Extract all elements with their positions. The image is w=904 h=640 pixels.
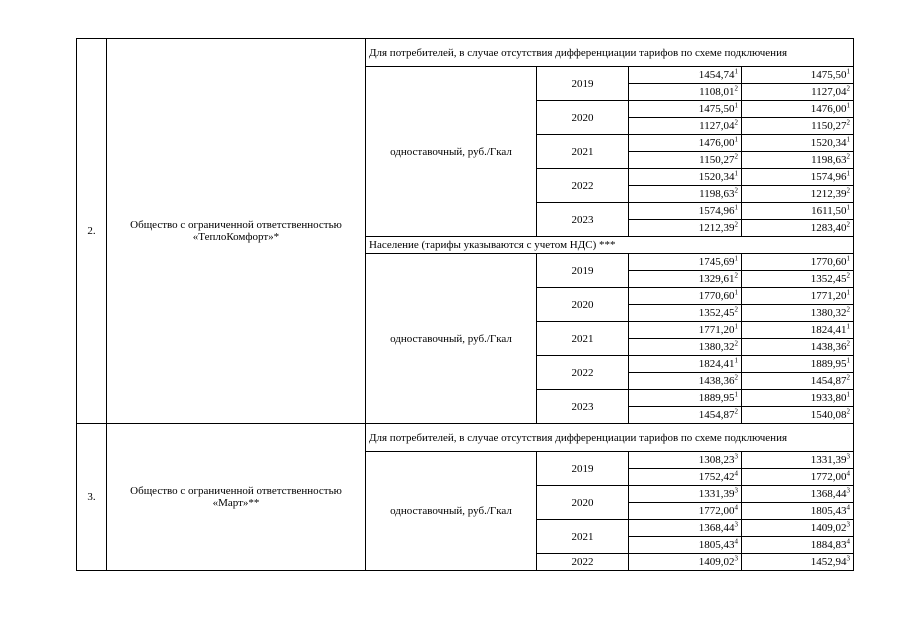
tariff-type: одноставочный, руб./Гкал	[366, 452, 537, 571]
tariff-value: 1283,40	[810, 222, 847, 234]
footnote-marker: 2	[846, 271, 851, 280]
tariff-value-cell	[629, 469, 742, 486]
tariff-value: 1454,87	[698, 409, 735, 421]
tariff-value-cell	[742, 537, 854, 554]
footnote-marker: 4	[846, 537, 851, 546]
tariff-value: 1475,50	[698, 103, 735, 115]
footnote-marker: 3	[734, 452, 738, 461]
footnote-marker: 2	[734, 84, 738, 93]
tariff-value: 1889,95	[698, 392, 735, 404]
tariff-value-cell	[629, 407, 742, 424]
tariff-value: 1454,74	[698, 69, 735, 81]
footnote-marker: 1	[734, 67, 738, 76]
footnote-marker: 1	[734, 356, 738, 365]
tariff-value-cell	[629, 67, 742, 84]
tariff-value: 1476,00	[810, 103, 847, 115]
footnote-marker: 1	[846, 322, 851, 331]
footnote-marker: 3	[734, 520, 738, 529]
footnote-marker: 2	[734, 118, 738, 127]
tariff-value: 1352,45	[810, 273, 847, 285]
footnote-marker: 1	[846, 356, 851, 365]
footnote-marker: 1	[734, 101, 738, 110]
tariff-value: 1308,23	[698, 454, 735, 466]
tariff-value-cell	[629, 503, 742, 520]
tariff-value: 1772,00	[810, 471, 847, 483]
tariff-value-cell	[742, 203, 854, 220]
consumer-condition: Для потребителей, в случае отсутствия дифференциации тарифов по схеме подключения	[366, 39, 854, 67]
year-cell: 2022	[537, 169, 629, 203]
tariff-value: 1476,00	[698, 137, 735, 149]
footnote-marker: 4	[734, 503, 738, 512]
year-cell: 2020	[537, 288, 629, 322]
tariff-value-cell	[629, 322, 742, 339]
organization-name: Общество с ограниченной ответственностью «ТеплоКомфорт»*	[107, 39, 366, 424]
tariff-value-cell	[742, 84, 854, 101]
footnote-marker: 2	[846, 118, 851, 127]
year-cell: 2023	[537, 390, 629, 424]
footnote-marker: 1	[734, 288, 738, 297]
tariff-value-cell	[629, 520, 742, 537]
footnote-marker: 2	[846, 220, 851, 229]
tariff-value: 1889,95	[810, 358, 847, 370]
tariff-value: 1212,39	[698, 222, 735, 234]
tariff-value-cell	[629, 152, 742, 169]
tariff-value-cell	[742, 118, 854, 135]
tariff-value-cell	[742, 390, 854, 407]
footnote-marker: 4	[734, 469, 738, 478]
tariff-value: 1127,04	[811, 86, 847, 98]
tariff-value: 1805,43	[698, 539, 735, 551]
section-number: 2.	[77, 39, 107, 424]
tariff-value: 1770,60	[698, 290, 735, 302]
tariff-value: 1454,87	[810, 375, 847, 387]
footnote-marker: 1	[846, 67, 851, 76]
tariff-value-cell	[742, 288, 854, 305]
tariff-value: 1611,50	[811, 205, 847, 217]
footnote-marker: 2	[734, 152, 738, 161]
tariff-value: 1198,63	[699, 188, 735, 200]
footnote-marker: 1	[846, 254, 851, 263]
tariff-value-cell	[742, 254, 854, 271]
tariff-value-cell	[742, 186, 854, 203]
tariff-value: 1380,32	[810, 307, 847, 319]
condition-row	[77, 424, 854, 452]
tariff-value-cell	[629, 101, 742, 118]
tariff-value: 1331,39	[698, 488, 735, 500]
footnote-marker: 1	[846, 169, 851, 178]
tariff-value: 1745,69	[698, 256, 735, 268]
tariff-value: 1824,41	[698, 358, 735, 370]
tariff-value-cell	[629, 288, 742, 305]
tariff-value: 1475,50	[810, 69, 847, 81]
tariff-value: 1752,42	[698, 471, 735, 483]
footnote-marker: 2	[734, 186, 738, 195]
year-cell: 2019	[537, 254, 629, 288]
year-cell: 2019	[537, 67, 629, 101]
tariff-value: 1198,63	[811, 154, 847, 166]
tariff-value: 1368,44	[698, 522, 735, 534]
tariff-value: 1574,96	[698, 205, 735, 217]
footnote-marker: 3	[846, 554, 851, 563]
tariff-value: 1212,39	[810, 188, 847, 200]
tariff-value: 1824,41	[810, 324, 847, 336]
tariff-value-cell	[742, 452, 854, 469]
tariff-value-cell	[629, 220, 742, 237]
footnote-marker: 2	[734, 407, 738, 416]
footnote-marker: 1	[846, 135, 851, 144]
tariff-value: 1150,27	[699, 154, 735, 166]
footnote-marker: 1	[846, 203, 851, 212]
tariff-value-cell	[742, 356, 854, 373]
tariff-table	[76, 38, 854, 571]
footnote-marker: 3	[734, 486, 738, 495]
tariff-value: 1540,08	[810, 409, 847, 421]
footnote-marker: 1	[734, 322, 738, 331]
year-cell: 2021	[537, 520, 629, 554]
tariff-value-cell	[742, 520, 854, 537]
tariff-value: 1127,04	[699, 120, 735, 132]
tariff-value-cell	[629, 254, 742, 271]
footnote-marker: 1	[734, 254, 738, 263]
footnote-marker: 2	[734, 339, 738, 348]
tariff-value-cell	[742, 271, 854, 288]
tariff-value-cell	[742, 322, 854, 339]
tariff-value-cell	[742, 135, 854, 152]
tariff-value: 1771,20	[698, 324, 735, 336]
tariff-value-cell	[742, 67, 854, 84]
footnote-marker: 2	[734, 271, 738, 280]
tariff-value: 1329,61	[698, 273, 735, 285]
tariff-value-cell	[742, 486, 854, 503]
year-cell: 2023	[537, 203, 629, 237]
footnote-marker: 2	[734, 373, 738, 382]
consumer-condition: Для потребителей, в случае отсутствия дифференциации тарифов по схеме подключения	[366, 424, 854, 452]
footnote-marker: 1	[846, 288, 851, 297]
organization-name: Общество с ограниченной ответственностью «Март»**	[107, 424, 366, 571]
tariff-type: одноставочный, руб./Гкал	[366, 67, 537, 237]
tariff-value: 1520,34	[698, 171, 735, 183]
year-cell: 2022	[537, 554, 629, 571]
footnote-marker: 1	[734, 203, 738, 212]
footnote-marker: 4	[734, 537, 738, 546]
footnote-marker: 2	[846, 339, 851, 348]
tariff-value: 1331,39	[810, 454, 847, 466]
tariff-value: 1771,20	[810, 290, 847, 302]
tariff-value-cell	[629, 203, 742, 220]
footnote-marker: 2	[846, 373, 851, 382]
tariff-value-cell	[742, 407, 854, 424]
footnote-marker: 1	[734, 390, 738, 399]
footnote-marker: 2	[846, 407, 851, 416]
tariff-value: 1352,45	[698, 307, 735, 319]
footnote-marker: 2	[846, 186, 851, 195]
tariff-value-cell	[629, 135, 742, 152]
footnote-marker: 2	[734, 220, 738, 229]
footnote-marker: 4	[846, 503, 851, 512]
tariff-value: 1772,00	[698, 505, 735, 517]
consumer-condition: Население (тарифы указываются с учетом НДС) ***	[366, 237, 854, 254]
condition-row	[77, 39, 854, 67]
tariff-value-cell	[629, 118, 742, 135]
tariff-value-cell	[742, 169, 854, 186]
tariff-value-cell	[629, 537, 742, 554]
tariff-value: 1452,94	[810, 556, 847, 568]
tariff-value: 1805,43	[810, 505, 847, 517]
footnote-marker: 2	[734, 305, 738, 314]
tariff-value: 1368,44	[810, 488, 847, 500]
tariff-value-cell	[629, 169, 742, 186]
tariff-value-cell	[629, 390, 742, 407]
tariff-value-cell	[742, 305, 854, 322]
tariff-value-cell	[742, 469, 854, 486]
section-number: 3.	[77, 424, 107, 571]
tariff-value: 1438,36	[698, 375, 735, 387]
tariff-table-body	[77, 39, 854, 571]
year-cell: 2020	[537, 101, 629, 135]
footnote-marker: 1	[734, 135, 738, 144]
year-cell: 2021	[537, 135, 629, 169]
footnote-marker: 1	[846, 390, 851, 399]
tariff-value: 1770,60	[810, 256, 847, 268]
tariff-value: 1380,32	[698, 341, 735, 353]
tariff-value: 1933,80	[810, 392, 847, 404]
footnote-marker: 2	[846, 305, 851, 314]
footnote-marker: 2	[846, 152, 851, 161]
footnote-marker: 3	[846, 452, 851, 461]
tariff-value: 1150,27	[811, 120, 847, 132]
tariff-value-cell	[629, 554, 742, 571]
tariff-value-cell	[629, 486, 742, 503]
tariff-value-cell	[629, 452, 742, 469]
footnote-marker: 3	[734, 554, 738, 563]
tariff-value: 1108,01	[699, 86, 735, 98]
tariff-value-cell	[742, 339, 854, 356]
tariff-value-cell	[629, 186, 742, 203]
tariff-value-cell	[742, 373, 854, 390]
tariff-value-cell	[742, 503, 854, 520]
tariff-value-cell	[629, 271, 742, 288]
tariff-value-cell	[629, 84, 742, 101]
tariff-value-cell	[629, 339, 742, 356]
footnote-marker: 4	[846, 469, 851, 478]
footnote-marker: 2	[846, 84, 851, 93]
footnote-marker: 1	[846, 101, 851, 110]
footnote-marker: 3	[846, 520, 851, 529]
year-cell: 2020	[537, 486, 629, 520]
footnote-marker: 3	[846, 486, 851, 495]
tariff-type: одноставочный, руб./Гкал	[366, 254, 537, 424]
footnote-marker: 1	[734, 169, 738, 178]
tariff-value: 1520,34	[810, 137, 847, 149]
tariff-value: 1409,02	[810, 522, 847, 534]
tariff-value-cell	[629, 356, 742, 373]
tariff-value: 1884,83	[810, 539, 847, 551]
tariff-value: 1409,02	[698, 556, 735, 568]
tariff-value-cell	[742, 101, 854, 118]
year-cell: 2019	[537, 452, 629, 486]
tariff-value-cell	[629, 305, 742, 322]
tariff-value-cell	[629, 373, 742, 390]
tariff-value-cell	[742, 220, 854, 237]
tariff-value-cell	[742, 152, 854, 169]
year-cell: 2021	[537, 322, 629, 356]
tariff-value: 1574,96	[810, 171, 847, 183]
tariff-value-cell	[742, 554, 854, 571]
tariff-value: 1438,36	[810, 341, 847, 353]
year-cell: 2022	[537, 356, 629, 390]
